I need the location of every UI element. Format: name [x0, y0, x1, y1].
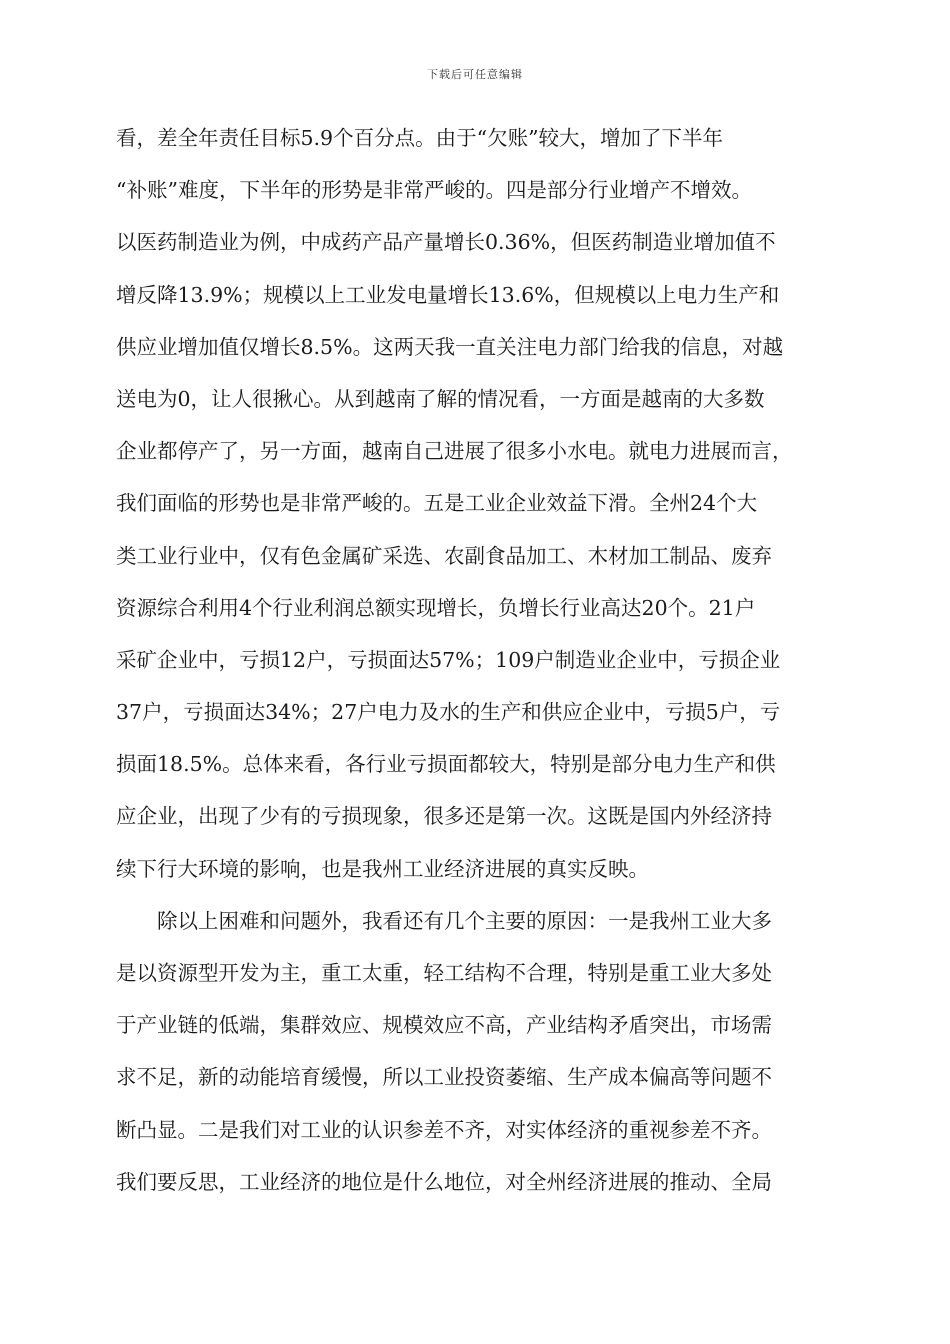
text-line: 断凸显。二是我们对工业的认识参差不齐，对实体经济的重视参差不齐。	[116, 1117, 772, 1142]
text-line: 资源综合利用4个行业利润总额实现增长，负增长行业高达20个。21户	[116, 595, 756, 620]
text-line: 于产业链的低端，集群效应、规模效应不高，产业结构矛盾突出，市场需	[116, 1013, 772, 1038]
text-line: 求不足，新的动能培育缓慢，所以工业投资萎缩、生产成本偏高等问题不	[116, 1065, 772, 1090]
text-line: 续下行大环境的影响，也是我州工业经济进展的真实反映。	[116, 856, 649, 881]
text-line: “补账”难度，下半年的形势是非常严峻的。四是部分行业增产不增效。	[116, 178, 752, 203]
text-line: 应企业，出现了少有的亏损现象，很多还是第一次。这既是国内外经济持	[116, 804, 772, 829]
text-line: 我们要反思，工业经济的地位是什么地位，对全州经济进展的推动、全局	[116, 1169, 772, 1194]
text-line: 以医药制造业为例，中成药产品产量增长0.36%，但医药制造业增加值不	[116, 230, 776, 255]
text-line: 采矿企业中，亏损12户，亏损面达57%；109户制造业企业中，亏损企业	[116, 647, 781, 672]
text-line: 37户，亏损面达34%；27户电力及水的生产和供应企业中，亏损5户，亏	[116, 700, 781, 725]
text-line: 送电为0，让人很揪心。从到越南了解的情况看，一方面是越南的大多数	[116, 386, 765, 411]
text-line: 看，差全年责任目标5.9个百分点。由于“欠账”较大，增加了下半年	[116, 126, 724, 150]
text-line: 除以上困难和问题外，我看还有几个主要的原因：一是我州工业大多	[116, 908, 772, 933]
text-line: 损面18.5%。总体来看，各行业亏损面都较大，特别是部分电力生产和供	[116, 752, 776, 777]
body-text	[116, 112, 836, 1208]
text-line: 供应业增加值仅增长8.5%。这两天我一直关注电力部门给我的信息，对越	[116, 334, 784, 359]
text-line: 是以资源型开发为主，重工太重，轻工结构不合理，特别是重工业大多处	[116, 961, 772, 985]
text-line: 我们面临的形势也是非常严峻的。五是工业企业效益下滑。全州24个大	[116, 491, 758, 516]
text-line: 企业都停产了，另一方面，越南自己进展了很多小水电。就电力进展而言，	[116, 439, 793, 464]
text-line: 类工业行业中，仅有色金属矿采选、农副食品加工、木材加工制品、废弃	[116, 543, 772, 568]
page-header: 下载后可任意编辑	[427, 68, 523, 81]
text-line: 增反降13.9%；规模以上工业发电量增长13.6%，但规模以上电力生产和	[116, 282, 780, 307]
